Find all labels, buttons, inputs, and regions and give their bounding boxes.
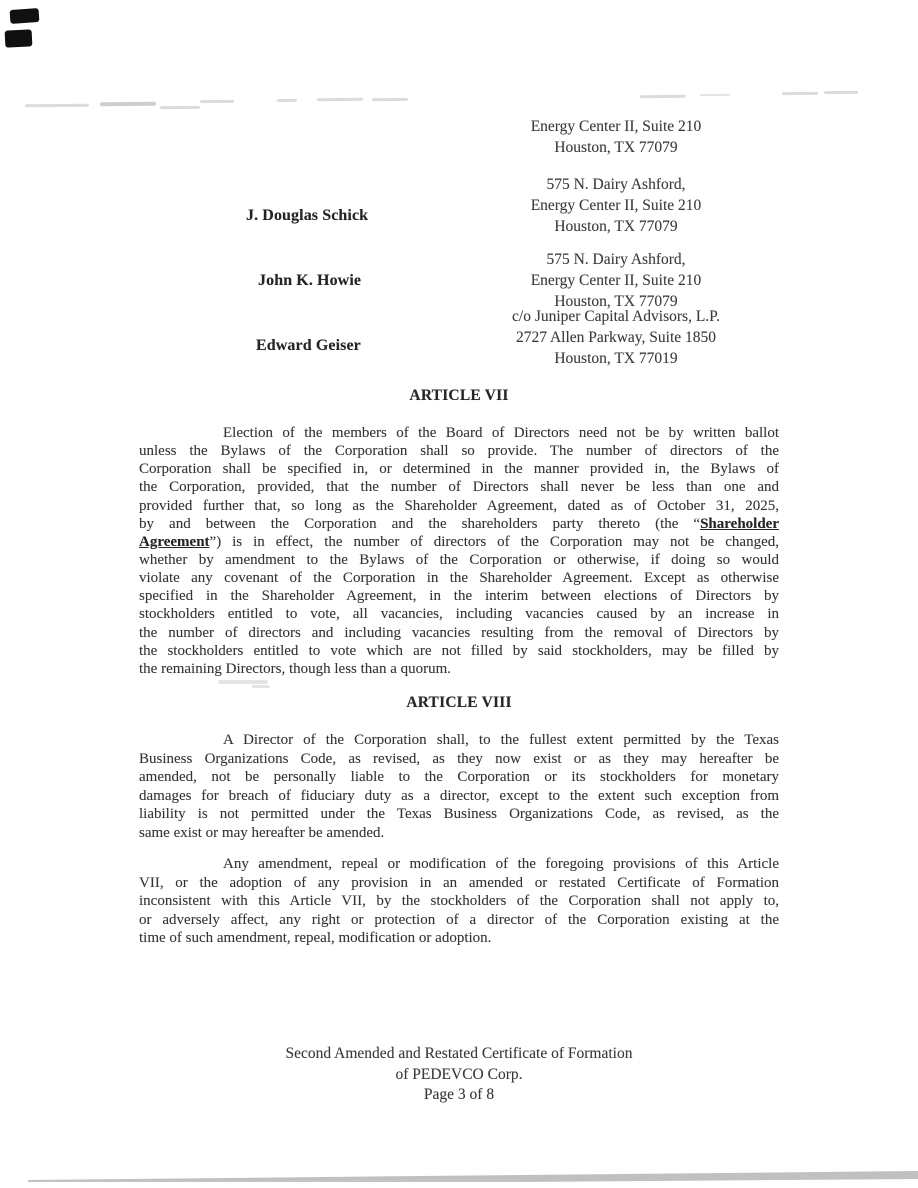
scan-artifact-page-edge (0, 1170, 918, 1188)
address-line: 575 N. Dairy Ashford, (546, 176, 686, 193)
text-line: the remaining Directors, though less than a quorum. (139, 660, 452, 677)
footer-line: of PEDEVCO Corp. (395, 1065, 523, 1083)
scan-artifact-streak (160, 106, 200, 109)
director-address (429, 175, 803, 238)
text-line: or adversely affect, any right or protection of a director of the Corporation existing at the (139, 911, 779, 928)
director-name: Edward Geiser (256, 337, 361, 354)
page-footer (0, 1044, 918, 1106)
text-line: the Corporation, provided, that the number of Directors shall never be less than one and (139, 479, 779, 496)
text-line: unless the Bylaws of the Corporation shall so provide. The number of directors of the (139, 443, 779, 460)
scan-artifact-streak (700, 94, 730, 96)
address-line: Energy Center II, Suite 210 (530, 271, 702, 289)
address-line: Houston, TX 77079 (554, 138, 678, 156)
text-line: the number of directors and including vacancies resulting from the removal of Directors by (139, 624, 779, 641)
scan-artifact-smudge (252, 685, 270, 688)
scan-artifact-streak (640, 95, 686, 98)
text-line: Election of the members of the Board of Directors need not be by written ballot (223, 425, 779, 441)
article-vii-paragraph (139, 424, 779, 678)
scan-artifact-streak (782, 92, 818, 95)
defined-term: Shareholder (700, 515, 779, 532)
director-address (429, 117, 803, 159)
text-line: whether by amendment to the Bylaws of the Corporation or otherwise, if doing so would (139, 551, 779, 568)
footer-line: Second Amended and Restated Certificate of Formation (285, 1045, 633, 1062)
scan-artifact-streak (372, 98, 408, 101)
footer-line: Page 3 of 8 (423, 1086, 495, 1104)
scan-artifact-smudge (218, 680, 268, 684)
scan-artifact-streak (100, 102, 156, 106)
scan-artifact-streak (317, 98, 363, 101)
text-line: specified in the Shareholder Agreement, in the interim between elections of Directors by (139, 588, 779, 605)
text-line: violate any covenant of the Corporation in the Shareholder Agreement. Except as otherwise (139, 570, 779, 587)
text-line: time of such amendment, repeal, modification or adoption. (139, 930, 492, 947)
text-line: stockholders entitled to vote, all vacancies, including vacancies caused by an increase in (139, 606, 779, 623)
address-line: 575 N. Dairy Ashford, (546, 251, 686, 268)
scan-artifact-streak (277, 99, 297, 102)
address-line: Houston, TX 77079 (554, 217, 678, 235)
scan-artifact-streak (200, 100, 234, 103)
director-address (429, 250, 803, 313)
address-line: Houston, TX 77079 (554, 292, 678, 310)
address-line: Energy Center II, Suite 210 (530, 196, 702, 214)
address-line: Energy Center II, Suite 210 (530, 118, 702, 135)
article-vii-heading: ARTICLE VII (409, 387, 509, 404)
address-line: Houston, TX 77019 (554, 349, 678, 367)
text-line: Corporation shall be specified in, or determined in the manner provided in, the Bylaws of (139, 461, 779, 478)
text-line: inconsistent with this Article VII, by the stockholders of the Corporation shall not apply to, (139, 893, 779, 910)
text-line: VII, or the adoption of any provision in an amended or restated Certificate of Formation (139, 874, 779, 891)
scan-artifact-streak (824, 91, 858, 94)
text-line: same exist or may hereafter be amended. (139, 824, 385, 841)
text-line: Any amendment, repeal or modification of the foregoing provisions of this Article (223, 856, 779, 872)
scan-artifact-corner-mark (5, 29, 33, 47)
text-line: A Director of the Corporation shall, to the fullest extent permitted by the Texas (223, 732, 779, 748)
article-viii-heading: ARTICLE VIII (406, 694, 512, 711)
article-viii-paragraph-1 (139, 731, 779, 843)
address-line: 2727 Allen Parkway, Suite 1850 (515, 328, 717, 346)
text-line: amended, not be personally liable to the Corporation or its stockholders for monetary (139, 769, 779, 786)
scan-artifact-corner-mark (10, 8, 40, 24)
director-address (429, 307, 803, 370)
text-line: Agreement”) is in effect, the number of directors of the Corporation may not be changed, (139, 533, 779, 550)
director-name: J. Douglas Schick (246, 207, 369, 224)
text-line: the stockholders entitled to vote which are not filled by said stockholders, may be filled by (139, 642, 779, 659)
text-line: provided further that, so long as the Shareholder Agreement, dated as of October 31, 2025, (139, 497, 779, 514)
text-line: Business Organizations Code, as revised, as they now exist or as they may hereafter be (139, 750, 779, 767)
defined-term: Agreement (139, 533, 210, 550)
address-line: c/o Juniper Capital Advisors, L.P. (512, 308, 720, 325)
director-name: John K. Howie (258, 272, 362, 289)
text-line: damages for breach of fiduciary duty as a director, except to the extent such exception from (139, 787, 779, 804)
text-line: by and between the Corporation and the shareholders party thereto (the “Shareholder (139, 515, 779, 532)
article-viii-paragraph-2 (139, 855, 779, 948)
scan-artifact-streak (25, 104, 89, 108)
text-line: liability is not permitted under the Texas Business Organizations Code, as revised, as the (139, 806, 779, 823)
